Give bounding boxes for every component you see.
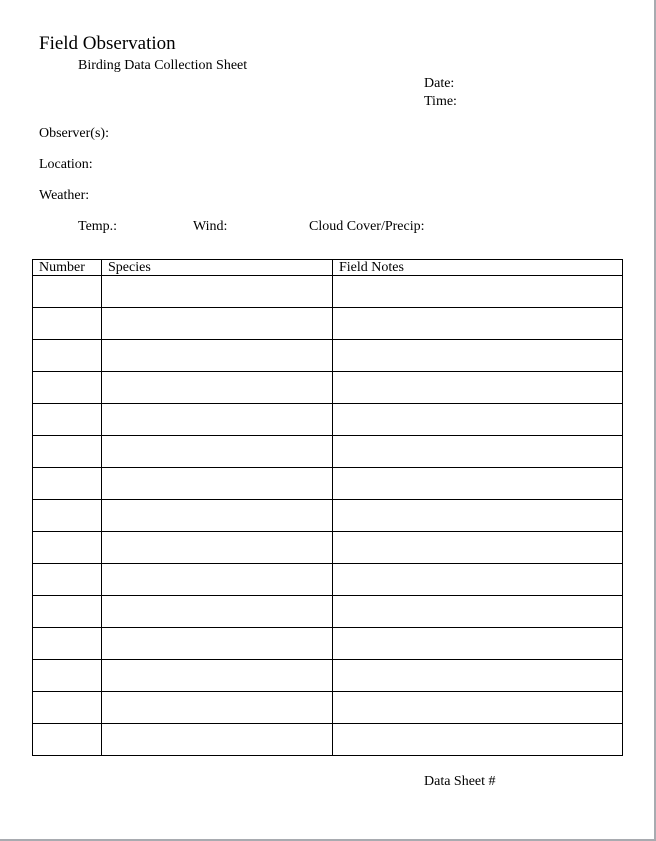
- location-label: Location:: [39, 157, 93, 172]
- table-header-row: [33, 260, 623, 276]
- field-notes-cell[interactable]: [333, 468, 623, 500]
- species-cell[interactable]: [102, 596, 333, 628]
- data-sheet-number-label: Data Sheet #: [424, 774, 496, 789]
- species-cell[interactable]: [102, 500, 333, 532]
- column-header-species: Species: [102, 260, 333, 276]
- wind-label: Wind:: [193, 219, 228, 234]
- species-cell[interactable]: [102, 724, 333, 756]
- species-cell[interactable]: [102, 404, 333, 436]
- number-cell[interactable]: [33, 628, 102, 660]
- number-cell[interactable]: [33, 692, 102, 724]
- table-row: [33, 532, 623, 564]
- cloud-cover-label: Cloud Cover/Precip:: [309, 219, 425, 234]
- species-cell[interactable]: [102, 660, 333, 692]
- field-notes-cell[interactable]: [333, 564, 623, 596]
- field-notes-cell[interactable]: [333, 436, 623, 468]
- table-row: [33, 468, 623, 500]
- field-notes-cell[interactable]: [333, 276, 623, 308]
- species-cell[interactable]: [102, 532, 333, 564]
- time-label: Time:: [424, 94, 457, 109]
- table-row: [33, 276, 623, 308]
- number-cell[interactable]: [33, 276, 102, 308]
- table-row: [33, 564, 623, 596]
- field-notes-cell[interactable]: [333, 500, 623, 532]
- number-cell[interactable]: [33, 660, 102, 692]
- species-cell[interactable]: [102, 628, 333, 660]
- weather-label: Weather:: [39, 188, 90, 203]
- form-subtitle: Birding Data Collection Sheet: [78, 58, 248, 73]
- number-cell[interactable]: [33, 308, 102, 340]
- observation-table: [32, 259, 623, 756]
- number-cell[interactable]: [33, 564, 102, 596]
- field-notes-cell[interactable]: [333, 372, 623, 404]
- observers-label: Observer(s):: [39, 126, 109, 141]
- species-cell[interactable]: [102, 468, 333, 500]
- field-notes-cell[interactable]: [333, 628, 623, 660]
- number-cell[interactable]: [33, 724, 102, 756]
- date-label: Date:: [424, 76, 455, 91]
- number-cell[interactable]: [33, 340, 102, 372]
- field-notes-cell[interactable]: [333, 724, 623, 756]
- species-cell[interactable]: [102, 692, 333, 724]
- form-title: Field Observation: [39, 33, 176, 54]
- number-cell[interactable]: [33, 436, 102, 468]
- temp-label: Temp.:: [78, 219, 118, 234]
- table-row: [33, 628, 623, 660]
- species-cell[interactable]: [102, 276, 333, 308]
- table-row: [33, 596, 623, 628]
- species-cell[interactable]: [102, 372, 333, 404]
- species-cell[interactable]: [102, 564, 333, 596]
- table-row: [33, 500, 623, 532]
- column-header-number: Number: [33, 260, 102, 276]
- number-cell[interactable]: [33, 500, 102, 532]
- field-notes-cell[interactable]: [333, 308, 623, 340]
- table-row: [33, 340, 623, 372]
- table-row: [33, 436, 623, 468]
- table-row: [33, 372, 623, 404]
- number-cell[interactable]: [33, 532, 102, 564]
- number-cell[interactable]: [33, 372, 102, 404]
- field-notes-cell[interactable]: [333, 404, 623, 436]
- field-notes-cell[interactable]: [333, 596, 623, 628]
- number-cell[interactable]: [33, 468, 102, 500]
- column-header-field-notes: Field Notes: [333, 260, 623, 276]
- number-cell[interactable]: [33, 596, 102, 628]
- table-row: [33, 308, 623, 340]
- table-row: [33, 404, 623, 436]
- table-row: [33, 692, 623, 724]
- field-notes-cell[interactable]: [333, 532, 623, 564]
- species-cell[interactable]: [102, 340, 333, 372]
- table-row: [33, 724, 623, 756]
- field-notes-cell[interactable]: [333, 660, 623, 692]
- field-notes-cell[interactable]: [333, 340, 623, 372]
- table-row: [33, 660, 623, 692]
- species-cell[interactable]: [102, 436, 333, 468]
- number-cell[interactable]: [33, 404, 102, 436]
- species-cell[interactable]: [102, 308, 333, 340]
- field-notes-cell[interactable]: [333, 692, 623, 724]
